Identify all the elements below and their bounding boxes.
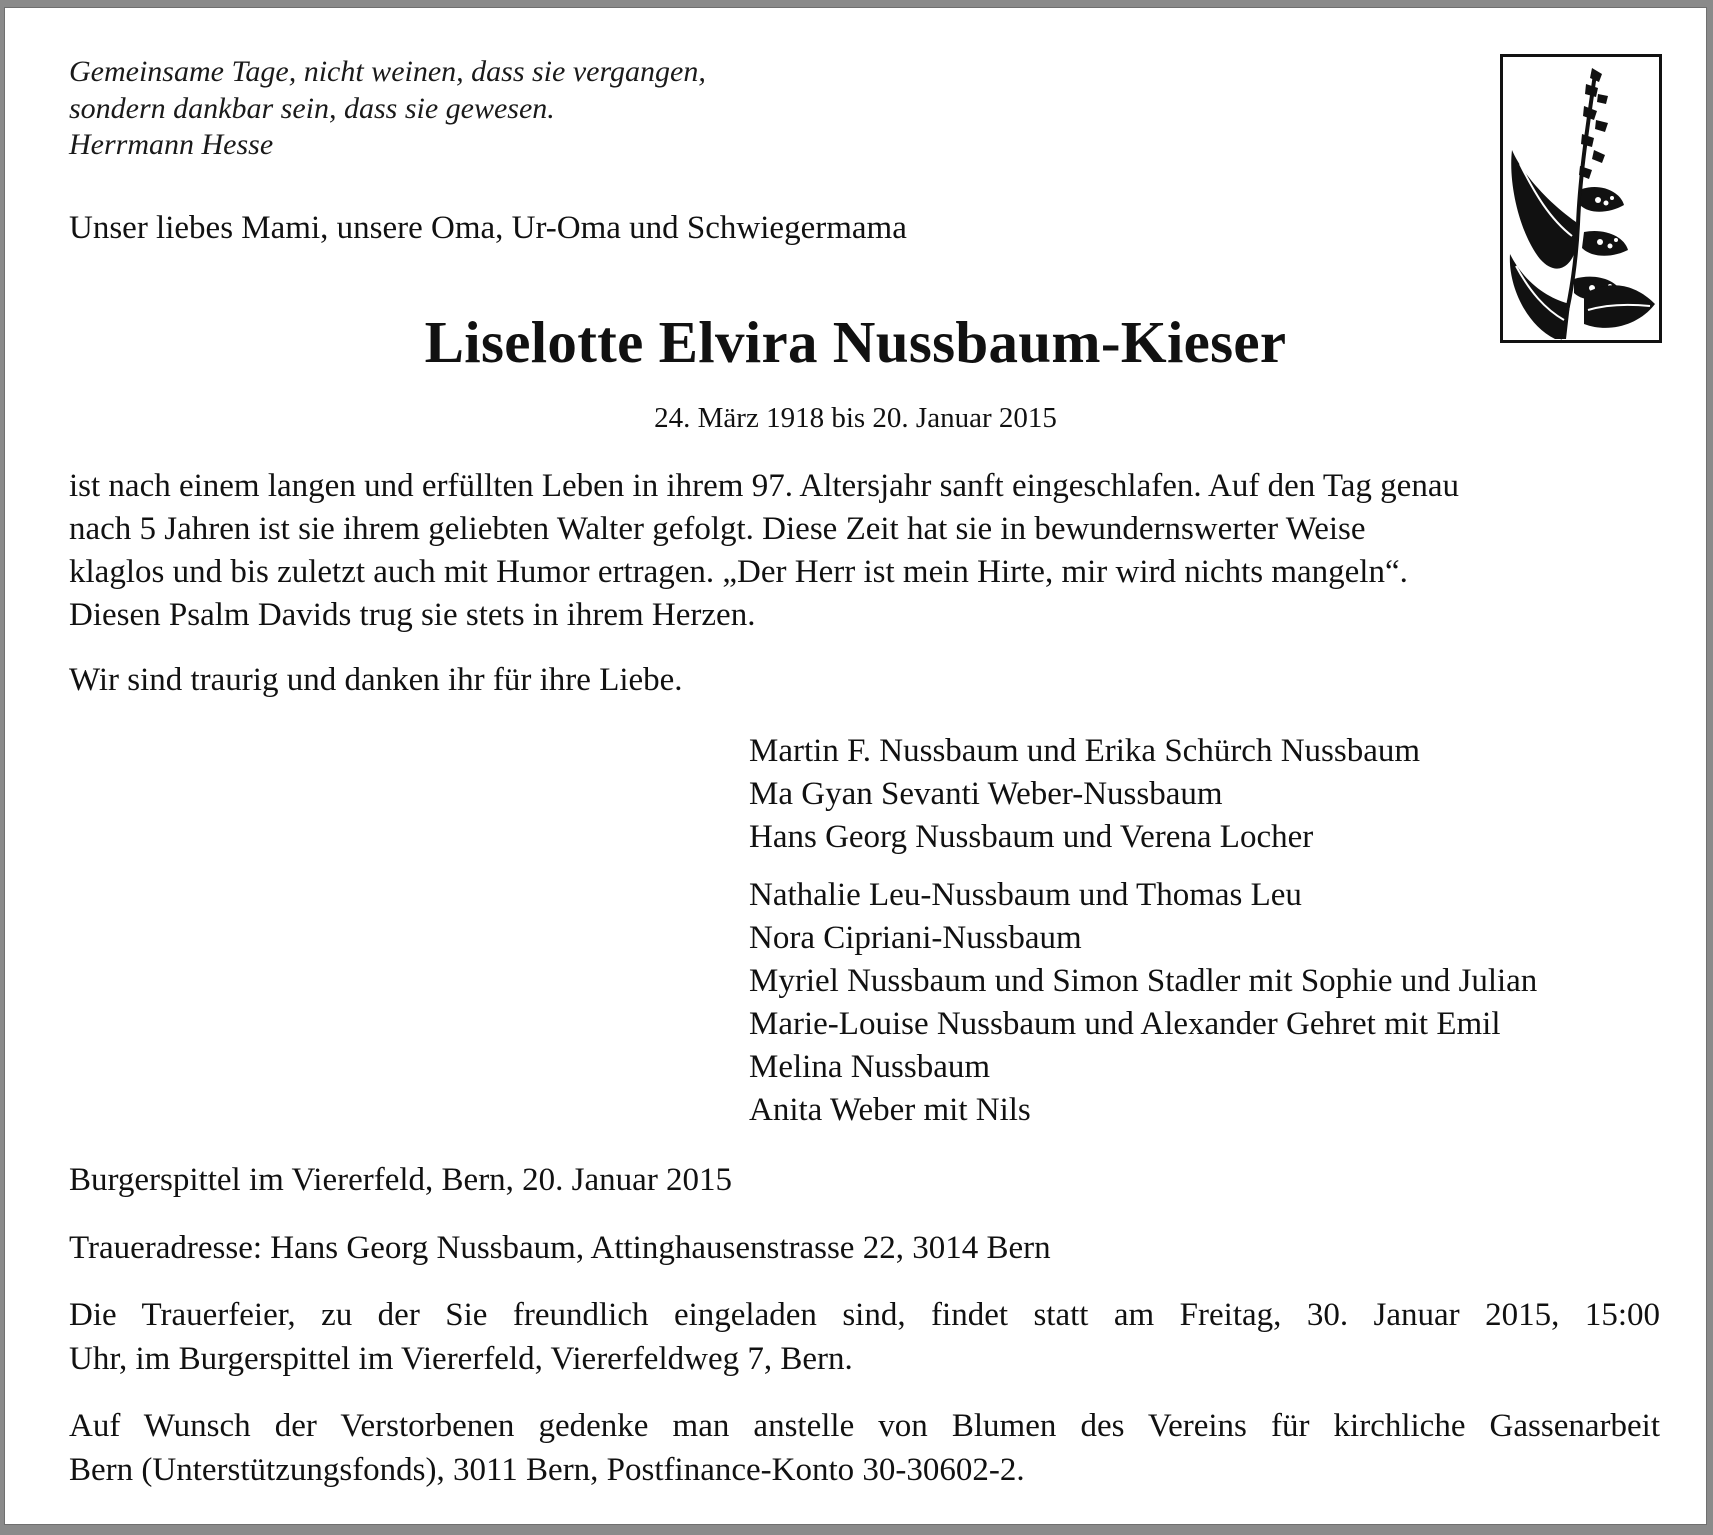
service-line: Uhr, im Burgerspittel im Viererfeld, Viererfeldweg 7, Bern. — [69, 1341, 853, 1377]
quote-line: sondern dankbar sein, dass sie gewesen. — [69, 91, 555, 125]
thanks-line — [69, 659, 1669, 702]
family-grandchildren — [749, 874, 1537, 1132]
paragraph-line: Diesen Psalm Davids trug sie stets in ihrem Herzen. — [69, 597, 756, 633]
paragraph-line: nach 5 Jahren ist sie ihrem geliebten Walter gefolgt. Diese Zeit hat sie in bewundernswerter Weise — [69, 511, 1366, 547]
place-date: Burgerspittel im Viererfeld, Bern, 20. Januar 2015 — [69, 1162, 733, 1198]
intro-line: Unser liebes Mami, unsere Oma, Ur-Oma und Schwiegermama — [69, 210, 907, 246]
family-member: Ma Gyan Sevanti Weber-Nussbaum — [749, 776, 1223, 812]
mourning-address: Traueradresse: Hans Georg Nussbaum, Attinghausenstrasse 22, 3014 Bern — [69, 1230, 1051, 1266]
donation-line: Bern (Unterstützungsfonds), 3011 Bern, Postfinance-Konto 30-30602-2. — [69, 1452, 1025, 1488]
family-member: Nathalie Leu-Nussbaum und Thomas Leu — [749, 877, 1302, 913]
thanks-text: Wir sind traurig und danken ihr für ihre Liebe. — [69, 662, 683, 698]
foxglove-woodcut-icon — [1500, 54, 1662, 343]
family-member: Melina Nussbaum — [749, 1049, 991, 1085]
paragraph-line: ist nach einem langen und erfüllten Leben in ihrem 97. Altersjahr sanft eingeschlafen. Auf den Tag genau — [69, 468, 1459, 504]
quote-author: Herrmann Hesse — [69, 128, 274, 161]
life-dates: 24. März 1918 bis 20. Januar 2015 — [654, 402, 1057, 434]
family-member: Myriel Nussbaum und Simon Stadler mit Sophie und Julian — [749, 963, 1538, 999]
hesse-quote — [69, 54, 706, 164]
family-member: Anita Weber mit Nils — [749, 1092, 1031, 1128]
main-paragraph — [69, 465, 1669, 637]
family-member: Nora Cipriani-Nussbaum — [749, 920, 1082, 956]
family-children — [749, 730, 1420, 859]
paragraph-line: klaglos und bis zuletzt auch mit Humor ertragen. „Der Herr ist mein Hirte, mir wird nichts mangeln“. — [69, 554, 1408, 590]
obituary-notice — [4, 7, 1707, 1525]
deceased-name: Liselotte Elvira Nussbaum-Kieser — [424, 309, 1287, 375]
family-member: Marie-Louise Nussbaum und Alexander Gehret mit Emil — [749, 1006, 1501, 1042]
family-member: Hans Georg Nussbaum und Verena Locher — [749, 819, 1314, 855]
quote-line: Gemeinsame Tage, nicht weinen, dass sie vergangen, — [69, 55, 706, 88]
donation-line: Auf Wunsch der Verstorbenen gedenke man anstelle von Blumen des Vereins für kirchliche Gassenarbeit — [69, 1408, 1660, 1444]
family-member: Martin F. Nussbaum und Erika Schürch Nussbaum — [749, 733, 1421, 769]
service-line: Die Trauerfeier, zu der Sie freundlich eingeladen sind, findet statt am Freitag, 30. Januar 2015, 15:00 — [69, 1297, 1660, 1333]
